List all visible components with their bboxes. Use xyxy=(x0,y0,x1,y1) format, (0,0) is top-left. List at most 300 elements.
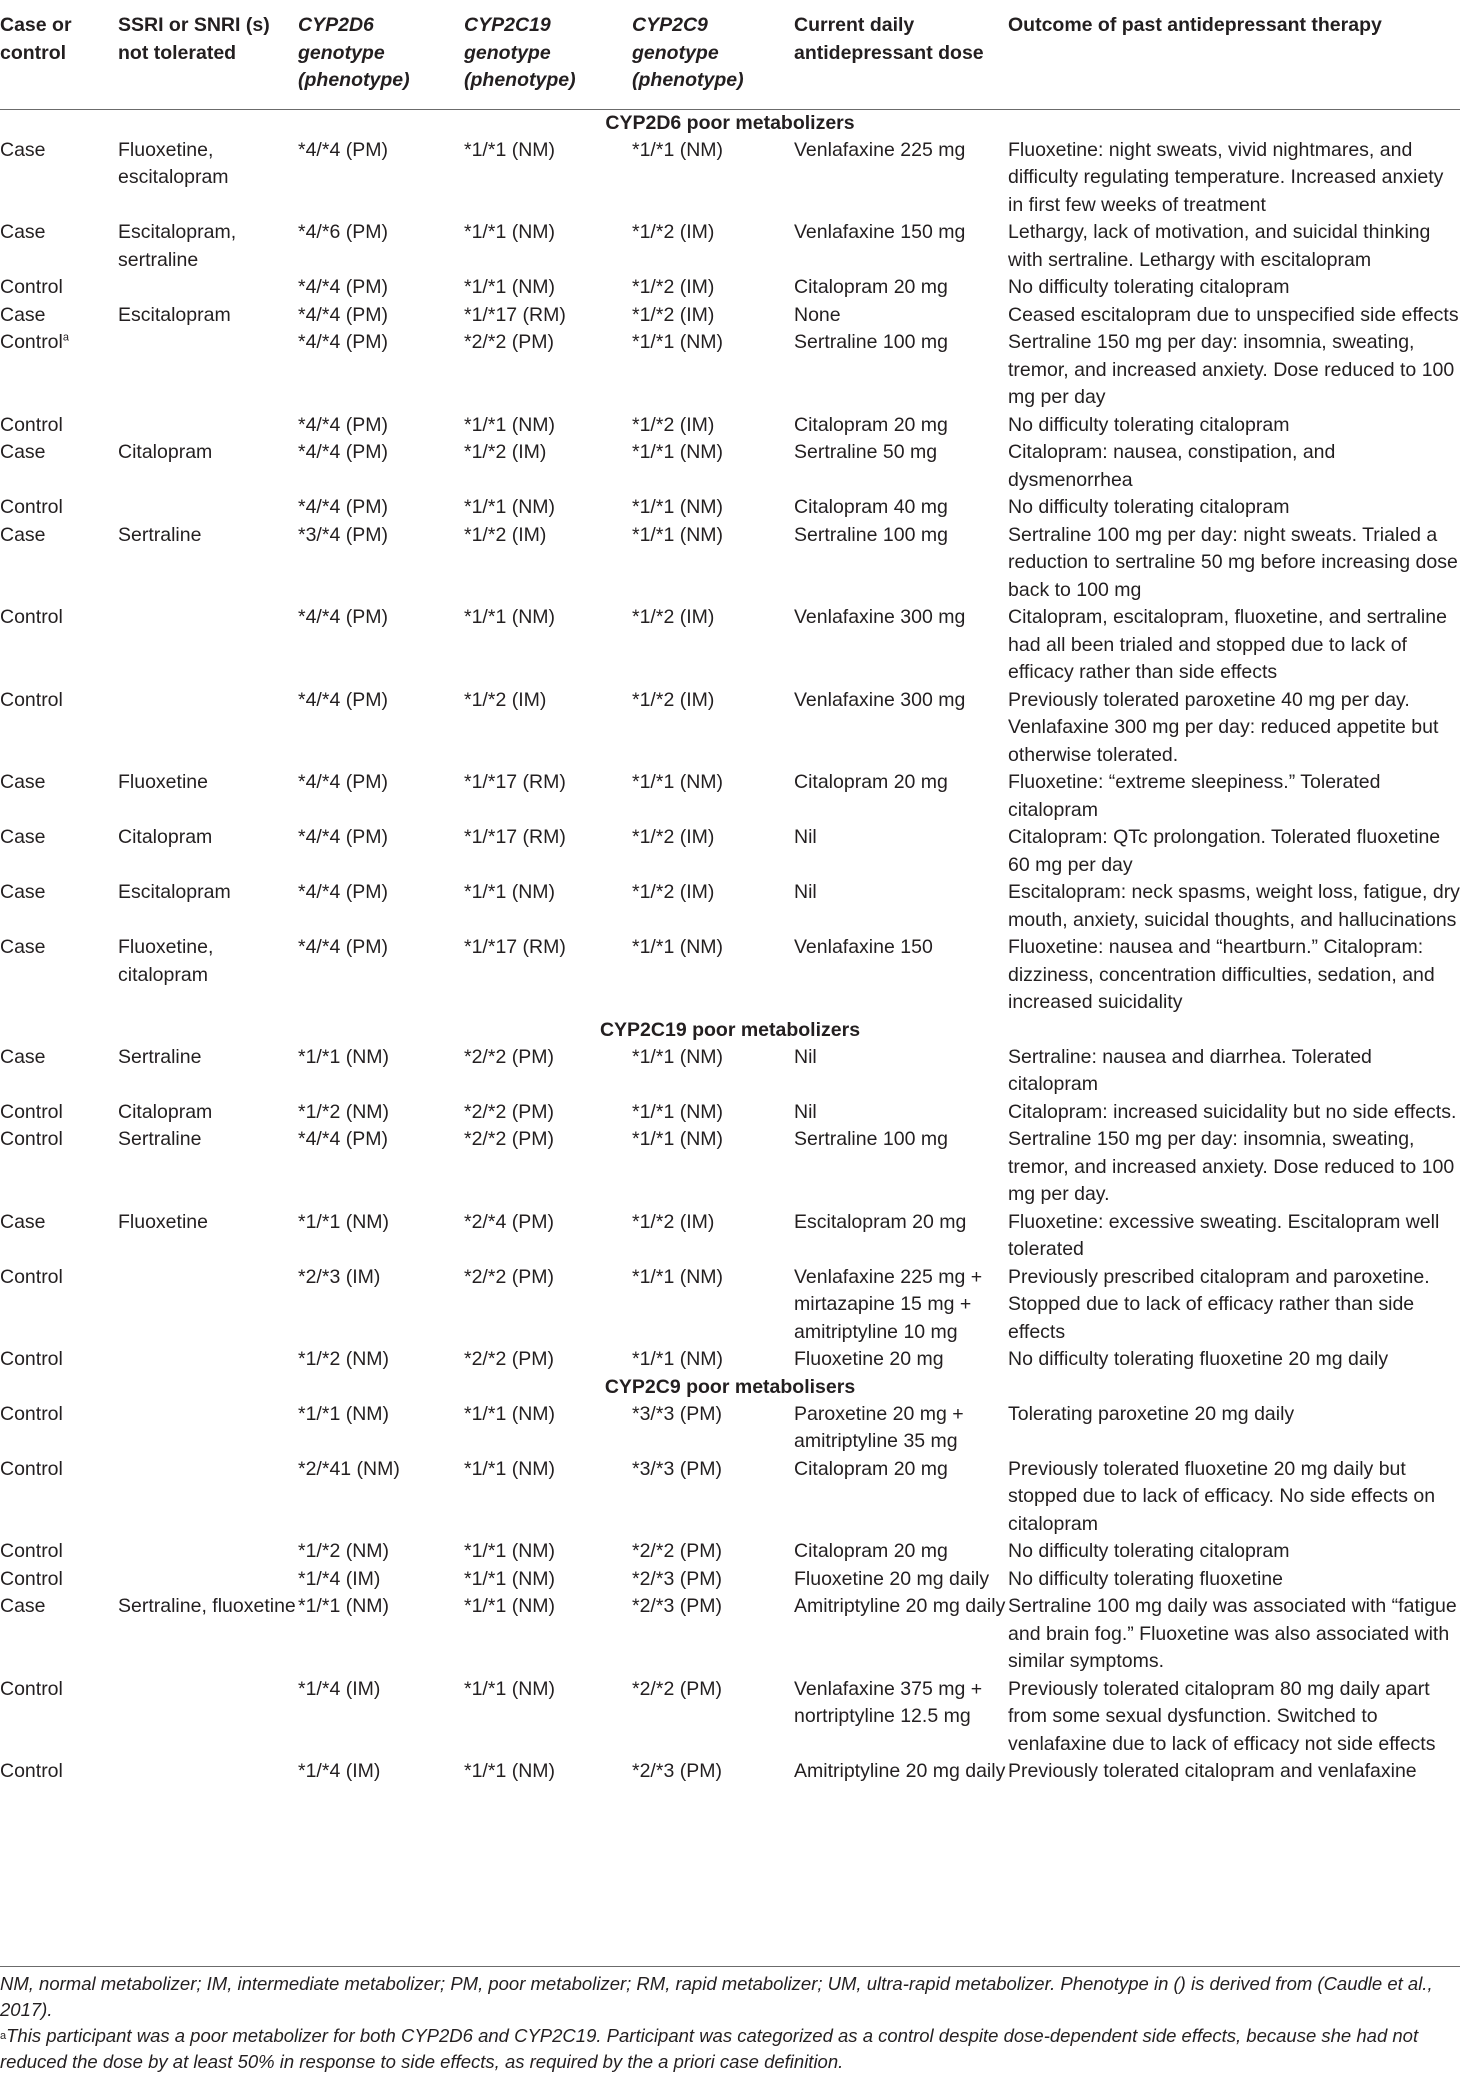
cell-outcome xyxy=(1008,1126,1460,1209)
cell-text: *1/*1 (NM) xyxy=(632,441,724,463)
cell-text: Fluoxetine xyxy=(118,771,208,793)
cell-cyp2c19 xyxy=(464,824,632,879)
cell-case-control xyxy=(0,522,118,605)
cell-text: *1/*1 (NM) xyxy=(464,276,556,298)
cell-cyp2d6 xyxy=(298,1456,464,1539)
cell-ssri-not-tolerated xyxy=(118,1538,298,1566)
cell-cyp2c9 xyxy=(632,1758,794,1786)
cell-outcome xyxy=(1008,1099,1460,1127)
cell-text: *1/*17 (RM) xyxy=(464,826,566,848)
cell-text: Citalopram xyxy=(118,1100,213,1123)
cell-outcome xyxy=(1008,329,1460,412)
cell-text: *1/*2 (IM) xyxy=(632,303,715,326)
cell-case-control xyxy=(0,1401,118,1456)
cell-text: *4/*4 (PM) xyxy=(298,303,388,326)
cell-text: Control xyxy=(0,1402,63,1425)
table-row xyxy=(0,137,1460,220)
cell-cyp2c19 xyxy=(464,1209,632,1264)
cell-cyp2d6 xyxy=(298,219,464,274)
cell-text: Sertraline 100 mg xyxy=(794,1128,948,1150)
cell-text: Nil xyxy=(794,1100,817,1123)
cell-text: Venlafaxine 150 xyxy=(794,936,933,958)
cell-text: Escitalopram, sertraline xyxy=(118,221,237,271)
cell-cyp2d6 xyxy=(298,824,464,879)
cell-text: *1/*2 (NM) xyxy=(298,1348,390,1370)
cell-text: Case xyxy=(0,221,46,243)
cell-text: Fluoxetine 20 mg xyxy=(794,1348,944,1370)
cell-cyp2d6 xyxy=(298,439,464,494)
cell-text: Control xyxy=(0,1265,63,1288)
cell-text: *1/*2 (IM) xyxy=(632,276,715,298)
cell-text: Case xyxy=(0,303,46,326)
cell-text: *2/*2 (PM) xyxy=(464,1100,554,1123)
cell-text: *1/*2 (IM) xyxy=(464,441,547,463)
cell-ssri-not-tolerated xyxy=(118,302,298,330)
cell-text: *1/*1 (NM) xyxy=(298,1045,390,1068)
cell-text: *4/*4 (PM) xyxy=(298,441,388,463)
cell-current-dose xyxy=(794,879,1008,934)
footnote-a-mark: a xyxy=(0,2030,7,2042)
cell-cyp2c19 xyxy=(464,522,632,605)
cell-cyp2c19 xyxy=(464,1566,632,1594)
cell-text: Control xyxy=(0,1760,63,1782)
cell-text: Venlafaxine 300 mg xyxy=(794,688,966,711)
cell-current-dose xyxy=(794,604,1008,687)
cell-text: Sertraline xyxy=(118,1128,202,1150)
cell-text: *1/*1 (NM) xyxy=(464,413,556,436)
cell-text: *4/*4 (PM) xyxy=(298,826,388,848)
cell-current-dose xyxy=(794,687,1008,770)
cell-text: Citalopram: QTc prolongation. Tolerated fluoxetine 60 mg per day xyxy=(1008,826,1441,876)
cell-outcome xyxy=(1008,439,1460,494)
cell-ssri-not-tolerated xyxy=(118,934,298,1017)
cell-cyp2c9 xyxy=(632,604,794,687)
table-row xyxy=(0,1566,1460,1594)
cell-current-dose xyxy=(794,219,1008,274)
section-title: CYP2D6 poor metabolizers xyxy=(605,111,855,134)
cell-text: Sertraline 150 mg per day: insomnia, sweating, tremor, and increased anxiety. Dose reduced to 100 mg per day xyxy=(1008,331,1455,408)
cell-case-control xyxy=(0,1346,118,1374)
cell-cyp2c9 xyxy=(632,494,794,522)
cell-outcome xyxy=(1008,1593,1460,1676)
cell-text: *1/*1 (NM) xyxy=(464,221,556,243)
cell-text: Case xyxy=(0,523,46,546)
table-row xyxy=(0,1401,1460,1456)
cell-current-dose xyxy=(794,522,1008,605)
cell-outcome xyxy=(1008,934,1460,1017)
cell-text: *1/*2 (NM) xyxy=(298,1540,390,1562)
header-case-control: Case or control xyxy=(0,0,118,109)
cell-text: Case xyxy=(0,441,46,463)
cell-outcome xyxy=(1008,1538,1460,1566)
cell-text: *1/*2 (IM) xyxy=(632,221,715,243)
cell-cyp2c9 xyxy=(632,687,794,770)
header-cyp2d6: CYP2D6 genotype (phenotype) xyxy=(298,0,464,109)
cell-ssri-not-tolerated xyxy=(118,494,298,522)
section-header-row xyxy=(0,1017,1460,1044)
cell-cyp2d6 xyxy=(298,879,464,934)
cell-text: Sertraline xyxy=(118,1045,202,1068)
cell-text: Fluoxetine: excessive sweating. Escitalopram well tolerated xyxy=(1008,1210,1440,1260)
cell-ssri-not-tolerated xyxy=(118,274,298,302)
cell-outcome xyxy=(1008,137,1460,220)
cell-ssri-not-tolerated xyxy=(118,1593,298,1676)
cell-text: *1/*4 (IM) xyxy=(298,1567,381,1590)
cell-cyp2d6 xyxy=(298,687,464,770)
cell-cyp2c19 xyxy=(464,604,632,687)
cell-cyp2c19 xyxy=(464,769,632,824)
cell-current-dose xyxy=(794,1346,1008,1374)
cell-text: Venlafaxine 225 mg + mirtazapine 15 mg + amitriptyline 10 mg xyxy=(794,1265,983,1343)
cell-text: Citalopram xyxy=(118,826,213,848)
cell-text: Case xyxy=(0,1045,46,1068)
cell-cyp2c9 xyxy=(632,439,794,494)
table-row xyxy=(0,412,1460,440)
cell-cyp2c19 xyxy=(464,1676,632,1759)
cell-text: Case xyxy=(0,771,46,793)
header-outcome: Outcome of past antidepressant therapy xyxy=(1008,0,1460,109)
table-row xyxy=(0,1044,1460,1099)
cell-ssri-not-tolerated xyxy=(118,1099,298,1127)
cell-cyp2c19 xyxy=(464,329,632,412)
cell-current-dose xyxy=(794,1676,1008,1759)
cell-text: Amitriptyline 20 mg daily xyxy=(794,1760,1006,1782)
cell-case-control xyxy=(0,274,118,302)
header-ssri-not-tolerated: SSRI or SNRI (s) not tolerated xyxy=(118,0,298,109)
footnote-a xyxy=(0,2023,1460,2075)
cell-text: *3/*4 (PM) xyxy=(298,523,388,546)
cell-outcome xyxy=(1008,824,1460,879)
cell-text: Control xyxy=(0,688,63,711)
cell-ssri-not-tolerated xyxy=(118,824,298,879)
cell-text: Ceased escitalopram due to unspecified side effects xyxy=(1008,303,1459,326)
cell-text: *1/*1 (NM) xyxy=(464,606,556,628)
cell-text: *1/*1 (NM) xyxy=(632,1100,724,1123)
cell-outcome xyxy=(1008,1264,1460,1347)
cell-ssri-not-tolerated xyxy=(118,1456,298,1539)
cell-text: Nil xyxy=(794,881,817,903)
table-row xyxy=(0,1676,1460,1759)
table-row xyxy=(0,934,1460,1017)
cell-ssri-not-tolerated xyxy=(118,1566,298,1594)
cell-text: *4/*6 (PM) xyxy=(298,221,388,243)
cell-outcome xyxy=(1008,1346,1460,1374)
cell-text: Venlafaxine 300 mg xyxy=(794,606,966,628)
cell-cyp2c9 xyxy=(632,1401,794,1456)
cell-text: *1/*2 (IM) xyxy=(632,606,715,628)
cell-cyp2d6 xyxy=(298,329,464,412)
cell-ssri-not-tolerated xyxy=(118,1044,298,1099)
cell-text: *1/*1 (NM) xyxy=(298,1402,390,1425)
cell-cyp2d6 xyxy=(298,1264,464,1347)
cell-case-control xyxy=(0,1456,118,1539)
table-row xyxy=(0,329,1460,412)
footnote-a-text: This participant was a poor metabolizer for both CYP2D6 and CYP2C19. Participant was categorized as a control despite dose-dependent side effects, because she had not reduced the dose by at least 50% in response to side effects, as required by the a priori case definition. xyxy=(0,2025,1419,2072)
cell-cyp2c19 xyxy=(464,687,632,770)
cell-text: *4/*4 (PM) xyxy=(298,936,388,958)
cell-cyp2d6 xyxy=(298,1593,464,1676)
cell-case-control xyxy=(0,1538,118,1566)
cell-cyp2c19 xyxy=(464,1126,632,1209)
cell-ssri-not-tolerated xyxy=(118,329,298,412)
cell-case-control xyxy=(0,879,118,934)
cell-text: *4/*4 (PM) xyxy=(298,606,388,628)
cell-ssri-not-tolerated xyxy=(118,687,298,770)
cell-text: *4/*4 (PM) xyxy=(298,331,388,353)
cell-case-control xyxy=(0,1566,118,1594)
cell-ssri-not-tolerated xyxy=(118,219,298,274)
cell-cyp2c9 xyxy=(632,274,794,302)
header-cyp2c9: CYP2C9 genotype (phenotype) xyxy=(632,0,794,109)
cell-text: Tolerating paroxetine 20 mg daily xyxy=(1008,1402,1295,1425)
cell-outcome xyxy=(1008,604,1460,687)
cell-ssri-not-tolerated xyxy=(118,412,298,440)
cell-ssri-not-tolerated xyxy=(118,522,298,605)
cell-text: *2/*3 (PM) xyxy=(632,1595,722,1617)
cell-current-dose xyxy=(794,769,1008,824)
cell-text: No difficulty tolerating citalopram xyxy=(1008,1540,1290,1562)
cell-text: *3/*3 (PM) xyxy=(632,1457,722,1480)
cell-text: Control xyxy=(0,1348,63,1370)
cell-current-dose xyxy=(794,302,1008,330)
cell-case-control xyxy=(0,439,118,494)
cell-case-control xyxy=(0,934,118,1017)
cell-cyp2d6 xyxy=(298,1758,464,1786)
cell-text: Citalopram: increased suicidality but no side effects. xyxy=(1008,1100,1457,1123)
cell-text: Sertraline, fluoxetine xyxy=(118,1595,296,1617)
cell-case-control xyxy=(0,687,118,770)
cell-cyp2c9 xyxy=(632,824,794,879)
cell-current-dose xyxy=(794,1044,1008,1099)
cell-text: Previously tolerated citalopram 80 mg daily apart from some sexual dysfunction. Switched to venlafaxine due to lack of efficacy not side effects xyxy=(1008,1677,1436,1755)
cell-cyp2c19 xyxy=(464,137,632,220)
cell-current-dose xyxy=(794,1126,1008,1209)
cell-cyp2d6 xyxy=(298,769,464,824)
table-body xyxy=(0,109,1460,1786)
cell-cyp2c19 xyxy=(464,412,632,440)
cell-text: Venlafaxine 225 mg xyxy=(794,138,966,161)
cell-case-control xyxy=(0,1264,118,1347)
cell-text: Citalopram xyxy=(118,441,213,463)
cell-text: Previously tolerated fluoxetine 20 mg daily but stopped due to lack of efficacy. No side effects on citalopram xyxy=(1008,1457,1436,1535)
cell-text: Control xyxy=(0,1100,63,1123)
cell-text: *1/*1 (NM) xyxy=(298,1595,390,1617)
cell-text: Control xyxy=(0,606,63,628)
header-current-dose: Current daily antidepressant dose xyxy=(794,0,1008,109)
cell-ssri-not-tolerated xyxy=(118,1758,298,1786)
cell-text: *4/*4 (PM) xyxy=(298,496,388,518)
cell-ssri-not-tolerated xyxy=(118,137,298,220)
cell-text: *1/*4 (IM) xyxy=(298,1760,381,1782)
cell-cyp2c19 xyxy=(464,1099,632,1127)
cell-cyp2c9 xyxy=(632,412,794,440)
cell-text: *1/*2 (IM) xyxy=(632,688,715,711)
cell-cyp2c9 xyxy=(632,1538,794,1566)
cell-text: Previously prescribed citalopram and paroxetine. Stopped due to lack of efficacy rather than side effects xyxy=(1008,1265,1430,1343)
cell-text: Control xyxy=(0,413,63,436)
cell-text: Case xyxy=(0,936,46,958)
cell-text: *1/*1 (NM) xyxy=(464,881,556,903)
cell-case-control xyxy=(0,329,118,412)
cell-cyp2c9 xyxy=(632,1456,794,1539)
cell-text: Sertraline 100 mg daily was associated with “fatigue and brain fog.” Fluoxetine was also associated with similar symptoms. xyxy=(1008,1595,1457,1672)
cell-text: *1/*1 (NM) xyxy=(632,1348,724,1370)
cell-text: *2/*2 (PM) xyxy=(464,1045,554,1068)
table-row xyxy=(0,1456,1460,1539)
cell-text: Control xyxy=(0,1457,63,1480)
cell-ssri-not-tolerated xyxy=(118,1401,298,1456)
cell-text: Sertraline 100 mg xyxy=(794,331,948,353)
cell-cyp2d6 xyxy=(298,1209,464,1264)
cell-text: Escitalopram: neck spasms, weight loss, fatigue, dry mouth, anxiety, suicidal thoughts, and hallucinations xyxy=(1008,881,1460,931)
table-row xyxy=(0,687,1460,770)
section-title: CYP2C9 poor metabolisers xyxy=(604,1375,856,1398)
cell-text: Control xyxy=(0,496,63,518)
cell-text: *1/*2 (IM) xyxy=(464,523,547,546)
cell-text: Fluoxetine: nausea and “heartburn.” Citalopram: dizziness, concentration difficulties, sedation, and increased suicidality xyxy=(1008,936,1435,1013)
cell-outcome xyxy=(1008,302,1460,330)
cell-cyp2c9 xyxy=(632,1126,794,1209)
table-row xyxy=(0,522,1460,605)
cell-cyp2c19 xyxy=(464,1264,632,1347)
cell-outcome xyxy=(1008,1209,1460,1264)
cell-case-control xyxy=(0,1044,118,1099)
table-row xyxy=(0,1346,1460,1374)
cell-cyp2c19 xyxy=(464,1538,632,1566)
table-row xyxy=(0,1758,1460,1786)
cell-text: *1/*1 (NM) xyxy=(298,1210,390,1233)
cell-cyp2d6 xyxy=(298,137,464,220)
cell-text: Citalopram, escitalopram, fluoxetine, and sertraline had all been trialed and stopped due to lack of efficacy rather than side effects xyxy=(1008,606,1447,683)
cell-ssri-not-tolerated xyxy=(118,439,298,494)
cell-text: *1/*1 (NM) xyxy=(464,138,556,161)
cell-ssri-not-tolerated xyxy=(118,769,298,824)
cell-text: *2/*3 (PM) xyxy=(632,1760,722,1782)
cell-case-control xyxy=(0,604,118,687)
cell-text: *4/*4 (PM) xyxy=(298,881,388,903)
table-row xyxy=(0,302,1460,330)
cell-outcome xyxy=(1008,1456,1460,1539)
cell-text: None xyxy=(794,303,841,326)
cell-cyp2c19 xyxy=(464,274,632,302)
table-row xyxy=(0,1538,1460,1566)
cell-text: *1/*17 (RM) xyxy=(464,936,566,958)
cell-text: Case xyxy=(0,138,46,161)
cell-cyp2d6 xyxy=(298,522,464,605)
cell-text: Case xyxy=(0,826,46,848)
cell-text: Previously tolerated paroxetine 40 mg per day. Venlafaxine 300 mg per day: reduced appetite but otherwise tolerated. xyxy=(1008,688,1439,766)
cell-text: No difficulty tolerating citalopram xyxy=(1008,276,1290,298)
cell-text: Control xyxy=(0,1540,63,1562)
cell-current-dose xyxy=(794,1401,1008,1456)
cell-text: *1/*1 (NM) xyxy=(632,771,724,793)
cell-case-control xyxy=(0,494,118,522)
cell-text: *1/*2 (IM) xyxy=(632,881,715,903)
cell-cyp2c19 xyxy=(464,494,632,522)
cell-text: Control xyxy=(0,1677,63,1700)
cell-text: Citalopram 40 mg xyxy=(794,496,948,518)
cell-current-dose xyxy=(794,329,1008,412)
cell-current-dose xyxy=(794,137,1008,220)
cell-case-control xyxy=(0,302,118,330)
cell-text: Escitalopram xyxy=(118,303,231,326)
cell-text: *1/*2 (IM) xyxy=(464,688,547,711)
cell-text: *4/*4 (PM) xyxy=(298,688,388,711)
cell-cyp2c9 xyxy=(632,1676,794,1759)
cell-text: *2/*2 (PM) xyxy=(464,1348,554,1370)
cell-current-dose xyxy=(794,1456,1008,1539)
cell-text: *1/*1 (NM) xyxy=(632,496,724,518)
cell-text: Case xyxy=(0,881,46,903)
section-title: CYP2C19 poor metabolizers xyxy=(599,1018,861,1041)
header-cyp2c19: CYP2C19 genotype (phenotype) xyxy=(464,0,632,109)
cell-cyp2d6 xyxy=(298,302,464,330)
cell-text: Sertraline 150 mg per day: insomnia, sweating, tremor, and increased anxiety. Dose reduced to 100 mg per day. xyxy=(1008,1128,1455,1205)
cell-cyp2c19 xyxy=(464,934,632,1017)
cell-cyp2c19 xyxy=(464,302,632,330)
table-row xyxy=(0,769,1460,824)
cell-current-dose xyxy=(794,1099,1008,1127)
cell-outcome xyxy=(1008,219,1460,274)
cell-current-dose xyxy=(794,1593,1008,1676)
cell-text: *1/*2 (IM) xyxy=(632,1210,715,1233)
cell-text: *1/*1 (NM) xyxy=(632,138,724,161)
cell-case-control xyxy=(0,769,118,824)
section-header-row xyxy=(0,1374,1460,1401)
cell-text: *1/*1 (NM) xyxy=(464,1457,556,1480)
cell-text: *4/*4 (PM) xyxy=(298,413,388,436)
cell-current-dose xyxy=(794,1538,1008,1566)
cell-cyp2c9 xyxy=(632,769,794,824)
cell-text: *1/*2 (IM) xyxy=(632,826,715,848)
cell-text: *4/*4 (PM) xyxy=(298,1128,388,1150)
cell-case-control xyxy=(0,1099,118,1127)
cell-text: Case xyxy=(0,1595,46,1617)
table-row xyxy=(0,1099,1460,1127)
cell-text: Sertraline 50 mg xyxy=(794,441,938,463)
cell-cyp2c9 xyxy=(632,1346,794,1374)
cell-text: Venlafaxine 150 mg xyxy=(794,221,966,243)
cell-cyp2c9 xyxy=(632,1593,794,1676)
cell-cyp2d6 xyxy=(298,1126,464,1209)
cell-text: *1/*1 (NM) xyxy=(464,1595,556,1617)
cell-outcome xyxy=(1008,1758,1460,1786)
cell-current-dose xyxy=(794,412,1008,440)
table-row xyxy=(0,219,1460,274)
footnote-mark: a xyxy=(62,331,69,344)
cell-case-control xyxy=(0,824,118,879)
cell-text: *1/*1 (NM) xyxy=(632,1265,724,1288)
cell-text: Sertraline 100 mg xyxy=(794,523,948,546)
cell-text: Citalopram: nausea, constipation, and dysmenorrhea xyxy=(1008,441,1336,491)
cell-text: Venlafaxine 375 mg + nortriptyline 12.5 mg xyxy=(794,1677,983,1727)
cell-text: *2/*2 (PM) xyxy=(632,1677,722,1700)
footnote-abbreviations: NM, normal metabolizer; IM, intermediate metabolizer; PM, poor metabolizer; RM, rapid metabolizer; UM, ultra-rapid metabolizer. Phenotype in () is derived from (Caudle et al., 2017). xyxy=(0,1973,1433,2020)
cell-text: Escitalopram xyxy=(118,881,231,903)
cell-text: *1/*1 (NM) xyxy=(464,1540,556,1562)
table-row xyxy=(0,494,1460,522)
cell-text: No difficulty tolerating citalopram xyxy=(1008,496,1290,518)
cell-outcome xyxy=(1008,1566,1460,1594)
cell-text: *2/*41 (NM) xyxy=(298,1457,400,1480)
cell-text: Citalopram 20 mg xyxy=(794,1540,948,1562)
cell-cyp2c19 xyxy=(464,1456,632,1539)
cell-text: *1/*1 (NM) xyxy=(632,1045,724,1068)
cell-cyp2c19 xyxy=(464,1758,632,1786)
cell-cyp2c9 xyxy=(632,329,794,412)
cell-cyp2c19 xyxy=(464,439,632,494)
cell-cyp2c19 xyxy=(464,879,632,934)
